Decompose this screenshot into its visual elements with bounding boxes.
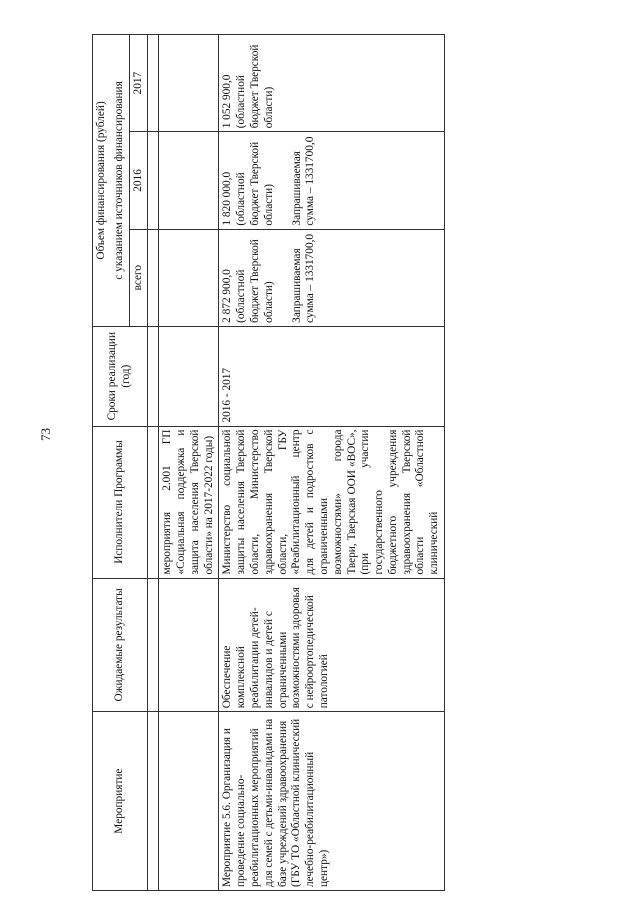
row-2-expected-results: Обеспечение комплексной реабилитации детей-инвалидов и детей с ограниченными возможностями здоровья с нейроортопедической патологией (219, 578, 445, 712)
row-2-total: 2 872 900,0 (областной бюджет Тверской области) (221, 239, 275, 323)
row-2-total-requested: Запрашиваемая сумма – 1331700,0 (290, 233, 317, 323)
row-2-2016-cell (219, 132, 445, 229)
row-1-2016 (159, 132, 219, 229)
row-2-2016-requested: Запрашиваемая сумма – 1331700,0 (290, 136, 317, 226)
row-1-expected-results (159, 578, 219, 712)
rotated-table-wrapper (92, 34, 612, 891)
row-2-terms: 2016 - 2017 (219, 326, 445, 426)
row-1-terms (159, 326, 219, 426)
row-2-event: Мероприятие 5.6. Организация и проведение социально-реабилитационных мероприятий для семей с детьми-инвалидами на базе учреждений здравоохранения (ГБУ ТО «Областной клинический лечебно-реабилитационный центр») (219, 712, 445, 891)
row-1-2017 (159, 35, 219, 132)
row-1-total (159, 229, 219, 326)
header-col-total: всего (129, 229, 148, 326)
header-col-2017: 2017 (129, 35, 148, 132)
row-1-event (159, 712, 219, 891)
table-row (219, 35, 445, 891)
header-executors: Исполнители Программы (93, 426, 148, 578)
header-financing-title: Объем финансирования (рублей) (93, 35, 111, 327)
header-expected-results: Ожидаемые результаты (93, 578, 148, 712)
header-row-1 (93, 35, 111, 891)
row-2-2016: 1 820 000,0 (областной бюджет Тверской области) (221, 141, 275, 226)
header-col-2016: 2016 (129, 132, 148, 229)
header-event: Мероприятие (93, 712, 148, 891)
row-1-executors: мероприятия 2.001 ГП «Социальная поддержка и защита населения Тверской области» на 2017-2022 годы) (159, 426, 219, 578)
row-2-2017: 1 052 900,0 (областной бюджет Тверской области) (219, 35, 445, 132)
program-events-table (92, 34, 445, 891)
header-terms: Сроки реализации (год) (93, 326, 148, 426)
page-number: 73 (38, 428, 53, 441)
row-2-executors: Министерство социальной защиты населения Тверской области, Министерство здравоохранения Тверской области, ГБУ «Реабилитационный центр для детей и подростков с ограниченными возможностями» города Твери, Тверская ООИ «ВОС», (при участии государственного бюджетного учреждения здравоохранения Тверской области «Областной клинический (219, 426, 445, 578)
spacer-row (148, 35, 159, 891)
row-2-total-cell (219, 229, 445, 326)
table-row (159, 35, 219, 891)
header-financing-subtitle: с указанием источников финансирования (111, 35, 129, 327)
